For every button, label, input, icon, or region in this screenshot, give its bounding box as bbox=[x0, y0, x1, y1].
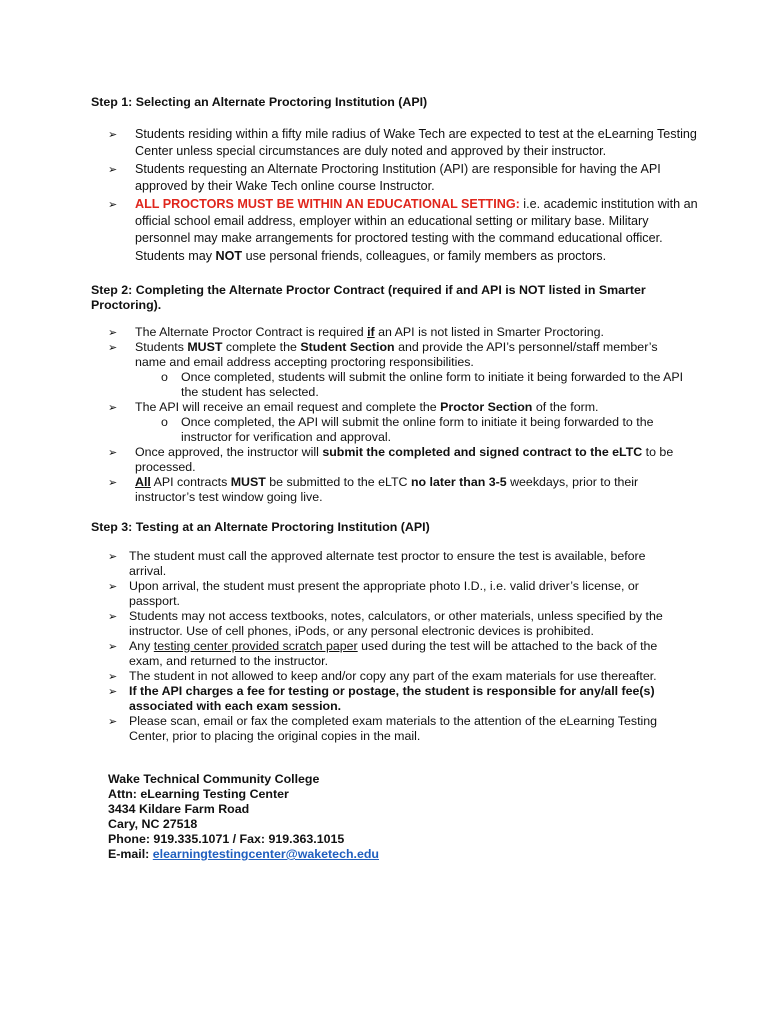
arrow-bullet-icon: ➢ bbox=[108, 128, 118, 141]
list-item bbox=[108, 639, 684, 669]
address-line-email bbox=[108, 847, 379, 862]
sub-list-item bbox=[135, 370, 688, 400]
step2-b5-text: API contracts bbox=[150, 475, 231, 489]
step2-b4-text-end: to be processed. bbox=[135, 445, 674, 474]
step2-b2-text-mid: complete the bbox=[222, 340, 301, 354]
not-emphasis: NOT bbox=[215, 248, 243, 263]
step1-list bbox=[108, 126, 698, 265]
arrow-bullet-icon: ➢ bbox=[108, 197, 118, 211]
step2-b1-text-end: an API is not listed in Smarter Proctoring. bbox=[374, 325, 605, 339]
proctor-requirement-warning: ALL PROCTORS MUST BE WITHIN AN EDUCATIONAL SETTING: bbox=[135, 196, 520, 211]
must-emphasis: MUST bbox=[187, 340, 223, 354]
step2-b5-text-mid: be submitted to the eLTC bbox=[265, 475, 411, 489]
step2-b2-sub-text: Once completed, students will submit the online form to initiate it being forwarded to the API the student has selected. bbox=[181, 370, 684, 399]
list-item bbox=[108, 684, 684, 714]
step3-b7-text: Please scan, email or fax the completed exam materials to the attention of the eLearning Testing Center, prior to placing the original copies in the mail. bbox=[129, 714, 658, 743]
step3-b2-text: Upon arrival, the student must present the appropriate photo I.D., i.e. valid driver’s license, or passport. bbox=[129, 579, 639, 608]
step2-b3-sub-text: Once completed, the API will submit the online form to initiate it being forwarded to the instructor for verification and approval. bbox=[181, 415, 654, 444]
step2-heading: Step 2: Completing the Alternate Proctor Contract (required if and API is NOT listed in Smarter Proctoring). bbox=[91, 283, 646, 312]
if-emphasis: if bbox=[367, 325, 375, 339]
arrow-bullet-icon: ➢ bbox=[108, 476, 118, 489]
list-item bbox=[108, 579, 684, 609]
step1-heading: Step 1: Selecting an Alternate Proctoring Institution (API) bbox=[91, 95, 428, 109]
mailing-address bbox=[108, 772, 379, 862]
arrow-bullet-icon: ➢ bbox=[108, 341, 118, 354]
list-item bbox=[108, 609, 684, 639]
student-section-emphasis: Student Section bbox=[300, 340, 395, 354]
address-line-college: Wake Technical Community College bbox=[108, 772, 320, 786]
email-label: E-mail: bbox=[108, 847, 153, 861]
submit-contract-emphasis: submit the completed and signed contract to the eLTC bbox=[322, 445, 643, 459]
list-item bbox=[108, 669, 684, 684]
step2-b2-text-end: and provide the API’s personnel/staff member’s name and email address accepting proctoring responsibilities. bbox=[135, 340, 658, 369]
step2-b3-text: The API will receive an email request and complete the bbox=[135, 400, 441, 414]
list-item bbox=[108, 714, 684, 744]
arrow-bullet-icon: ➢ bbox=[108, 610, 118, 623]
step1-bullet3-text-end: use personal friends, colleagues, or family members as proctors. bbox=[242, 248, 607, 263]
step3-list bbox=[108, 549, 684, 744]
step1-bullet2-text: Students requesting an Alternate Proctoring Institution (API) are responsible for having the API approved by their Wake Tech online course Instructor. bbox=[135, 161, 661, 194]
list-item bbox=[108, 126, 698, 161]
step1-bullet3-text: i.e. academic institution with an official school email address, employer within an educational setting or military base. Military personnel may make arrangements for proctored testing with the command educational officer. Students may bbox=[135, 196, 698, 263]
arrow-bullet-icon: ➢ bbox=[108, 715, 118, 728]
address-line-attn: Attn: eLearning Testing Center bbox=[108, 787, 289, 801]
arrow-bullet-icon: ➢ bbox=[108, 580, 118, 593]
list-item bbox=[108, 549, 684, 579]
fee-responsibility-text: If the API charges a fee for testing or postage, the student is responsible for any/all fee(s) associated with each exam session. bbox=[129, 684, 655, 713]
arrow-bullet-icon: ➢ bbox=[108, 326, 118, 339]
email-link[interactable]: elearningtestingcenter@waketech.edu bbox=[152, 847, 379, 861]
arrow-bullet-icon: ➢ bbox=[108, 670, 118, 683]
step2-b2-text: Students bbox=[135, 340, 188, 354]
step3-heading: Step 3: Testing at an Alternate Proctoring Institution (API) bbox=[91, 520, 430, 534]
arrow-bullet-icon: ➢ bbox=[108, 685, 118, 698]
sub-list-item bbox=[135, 415, 688, 445]
arrow-bullet-icon: ➢ bbox=[108, 162, 118, 176]
proctor-section-emphasis: Proctor Section bbox=[440, 400, 533, 414]
list-item bbox=[108, 445, 688, 475]
arrow-bullet-icon: ➢ bbox=[108, 640, 118, 653]
arrow-bullet-icon: ➢ bbox=[108, 446, 118, 459]
step2-b4-text: Once approved, the instructor will bbox=[135, 445, 323, 459]
step3-b4-text: Any bbox=[129, 639, 154, 653]
step3-b4-text-end: used during the test will be attached to the back of the exam, and returned to the instructor. bbox=[129, 639, 658, 668]
list-item bbox=[108, 161, 698, 196]
must-emphasis: MUST bbox=[230, 475, 266, 489]
circle-bullet-icon: o bbox=[161, 370, 168, 384]
step1-bullet1-text: Students residing within a fifty mile radius of Wake Tech are expected to test at the eLearning Testing Center unless special circumstances are duly noted and approved by their instructor. bbox=[135, 127, 697, 159]
step2-b5-text-end: weekdays, prior to their instructor’s test window going live. bbox=[135, 475, 639, 504]
list-item bbox=[108, 196, 698, 266]
step3-b5-text: The student in not allowed to keep and/or copy any part of the exam materials for use thereafter. bbox=[129, 669, 657, 683]
step3-b3-text: Students may not access textbooks, notes, calculators, or other materials, unless specified by the instructor. Use of cell phones, iPods, or any personal electronic devices is prohibited. bbox=[129, 609, 663, 638]
arrow-bullet-icon: ➢ bbox=[108, 550, 118, 563]
circle-bullet-icon: o bbox=[161, 415, 168, 429]
address-line-phone: Phone: 919.335.1071 / Fax: 919.363.1015 bbox=[108, 832, 345, 846]
step2-b1-text: The Alternate Proctor Contract is required bbox=[135, 325, 368, 339]
arrow-bullet-icon: ➢ bbox=[108, 401, 118, 414]
list-item bbox=[108, 400, 688, 445]
list-item bbox=[108, 340, 688, 400]
deadline-emphasis: no later than 3-5 bbox=[410, 475, 507, 489]
address-line-street: 3434 Kildare Farm Road bbox=[108, 802, 250, 816]
step2-list bbox=[108, 325, 688, 505]
step2-b3-text-end: of the form. bbox=[532, 400, 599, 414]
step3-b1-text: The student must call the approved alternate test proctor to ensure the test is available, before arrival. bbox=[129, 549, 646, 578]
address-line-city: Cary, NC 27518 bbox=[108, 817, 198, 831]
list-item bbox=[108, 475, 688, 505]
scratch-paper-text: testing center provided scratch paper bbox=[153, 639, 358, 653]
all-emphasis: All bbox=[135, 475, 151, 489]
list-item bbox=[108, 325, 688, 340]
